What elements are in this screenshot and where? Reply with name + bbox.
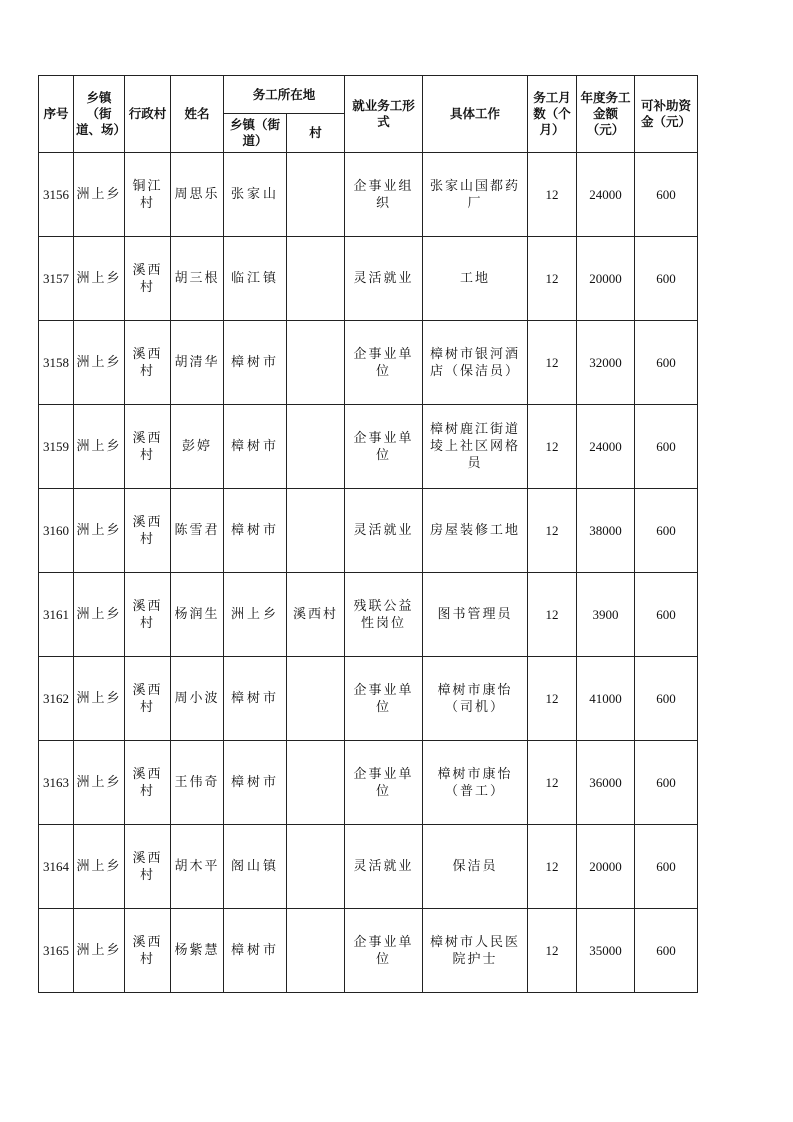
cell-employment-form: 灵活就业 — [345, 237, 423, 321]
cell-village: 溪西村 — [125, 825, 171, 909]
cell-job: 樟树市人民医院护士 — [423, 909, 528, 993]
cell-seq: 3161 — [39, 573, 74, 657]
cell-work-township: 樟树市 — [224, 657, 287, 741]
cell-months: 12 — [528, 741, 577, 825]
cell-subsidy: 600 — [635, 741, 698, 825]
cell-village: 铜江村 — [125, 153, 171, 237]
cell-village: 溪西村 — [125, 237, 171, 321]
header-months: 务工月数（个月） — [528, 76, 577, 153]
cell-township: 洲上乡 — [74, 825, 125, 909]
cell-work-village — [287, 153, 345, 237]
cell-income: 24000 — [577, 405, 635, 489]
cell-job: 樟树市康怡（普工） — [423, 741, 528, 825]
table-row — [39, 153, 698, 237]
cell-work-township: 张家山 — [224, 153, 287, 237]
cell-subsidy: 600 — [635, 321, 698, 405]
cell-income: 3900 — [577, 573, 635, 657]
cell-months: 12 — [528, 321, 577, 405]
table-row — [39, 405, 698, 489]
cell-name: 杨紫慧 — [171, 909, 224, 993]
cell-name: 王伟奇 — [171, 741, 224, 825]
cell-months: 12 — [528, 489, 577, 573]
header-work-location: 务工所在地 — [224, 76, 345, 114]
cell-village: 溪西村 — [125, 405, 171, 489]
cell-employment-form: 灵活就业 — [345, 825, 423, 909]
cell-income: 36000 — [577, 741, 635, 825]
cell-job: 樟树市银河酒店（保洁员） — [423, 321, 528, 405]
cell-subsidy: 600 — [635, 909, 698, 993]
cell-seq: 3165 — [39, 909, 74, 993]
cell-months: 12 — [528, 573, 577, 657]
header-work-village: 村 — [287, 114, 345, 153]
cell-job: 房屋装修工地 — [423, 489, 528, 573]
cell-name: 杨润生 — [171, 573, 224, 657]
cell-township: 洲上乡 — [74, 321, 125, 405]
cell-job: 樟树鹿江街道堎上社区网格员 — [423, 405, 528, 489]
cell-employment-form: 企事业单位 — [345, 321, 423, 405]
cell-income: 41000 — [577, 657, 635, 741]
cell-income: 20000 — [577, 237, 635, 321]
cell-village: 溪西村 — [125, 321, 171, 405]
cell-work-village — [287, 405, 345, 489]
cell-employment-form: 企事业单位 — [345, 657, 423, 741]
cell-job: 图书管理员 — [423, 573, 528, 657]
cell-village: 溪西村 — [125, 741, 171, 825]
cell-employment-form: 企事业单位 — [345, 909, 423, 993]
cell-seq: 3156 — [39, 153, 74, 237]
cell-seq: 3157 — [39, 237, 74, 321]
cell-subsidy: 600 — [635, 153, 698, 237]
cell-name: 胡三根 — [171, 237, 224, 321]
table-row — [39, 321, 698, 405]
cell-seq: 3158 — [39, 321, 74, 405]
table-row — [39, 489, 698, 573]
cell-subsidy: 600 — [635, 825, 698, 909]
cell-work-township: 樟树市 — [224, 321, 287, 405]
cell-subsidy: 600 — [635, 657, 698, 741]
table-header — [39, 76, 698, 153]
cell-job: 张家山国都药厂 — [423, 153, 528, 237]
cell-seq: 3163 — [39, 741, 74, 825]
cell-township: 洲上乡 — [74, 405, 125, 489]
cell-work-village — [287, 741, 345, 825]
cell-income: 38000 — [577, 489, 635, 573]
cell-work-township: 临江镇 — [224, 237, 287, 321]
cell-township: 洲上乡 — [74, 657, 125, 741]
cell-work-township: 樟树市 — [224, 741, 287, 825]
cell-income: 35000 — [577, 909, 635, 993]
cell-village: 溪西村 — [125, 657, 171, 741]
header-subsidy: 可补助资金（元） — [635, 76, 698, 153]
employment-subsidy-table — [38, 75, 698, 993]
cell-name: 彭婷 — [171, 405, 224, 489]
table-body — [39, 153, 698, 993]
cell-income: 20000 — [577, 825, 635, 909]
cell-work-township: 洲上乡 — [224, 573, 287, 657]
cell-months: 12 — [528, 825, 577, 909]
cell-name: 陈雪君 — [171, 489, 224, 573]
table-row — [39, 237, 698, 321]
cell-name: 胡清华 — [171, 321, 224, 405]
table-row — [39, 825, 698, 909]
cell-months: 12 — [528, 237, 577, 321]
cell-months: 12 — [528, 153, 577, 237]
cell-months: 12 — [528, 909, 577, 993]
cell-township: 洲上乡 — [74, 909, 125, 993]
cell-job: 樟树市康怡（司机） — [423, 657, 528, 741]
header-seq: 序号 — [39, 76, 74, 153]
cell-village: 溪西村 — [125, 489, 171, 573]
cell-subsidy: 600 — [635, 237, 698, 321]
cell-income: 32000 — [577, 321, 635, 405]
cell-work-township: 樟树市 — [224, 909, 287, 993]
cell-work-village — [287, 909, 345, 993]
cell-township: 洲上乡 — [74, 237, 125, 321]
cell-work-village — [287, 489, 345, 573]
cell-township: 洲上乡 — [74, 573, 125, 657]
header-work-township: 乡镇（街道） — [224, 114, 287, 153]
cell-employment-form: 企事业组织 — [345, 153, 423, 237]
header-township: 乡镇（街道、场） — [74, 76, 125, 153]
cell-subsidy: 600 — [635, 405, 698, 489]
cell-seq: 3162 — [39, 657, 74, 741]
cell-months: 12 — [528, 657, 577, 741]
header-job: 具体工作 — [423, 76, 528, 153]
cell-work-village — [287, 825, 345, 909]
cell-employment-form: 残联公益性岗位 — [345, 573, 423, 657]
table-row — [39, 741, 698, 825]
cell-subsidy: 600 — [635, 489, 698, 573]
cell-seq: 3159 — [39, 405, 74, 489]
cell-work-village — [287, 237, 345, 321]
cell-employment-form: 企事业单位 — [345, 741, 423, 825]
cell-township: 洲上乡 — [74, 153, 125, 237]
table-row — [39, 657, 698, 741]
header-name: 姓名 — [171, 76, 224, 153]
cell-work-village: 溪西村 — [287, 573, 345, 657]
cell-work-village — [287, 321, 345, 405]
cell-name: 胡木平 — [171, 825, 224, 909]
cell-work-township: 樟树市 — [224, 489, 287, 573]
cell-income: 24000 — [577, 153, 635, 237]
cell-months: 12 — [528, 405, 577, 489]
table-row — [39, 909, 698, 993]
cell-work-township: 阁山镇 — [224, 825, 287, 909]
cell-employment-form: 企事业单位 — [345, 405, 423, 489]
cell-job: 保洁员 — [423, 825, 528, 909]
table-row — [39, 573, 698, 657]
cell-work-village — [287, 657, 345, 741]
cell-employment-form: 灵活就业 — [345, 489, 423, 573]
cell-name: 周小波 — [171, 657, 224, 741]
cell-seq: 3164 — [39, 825, 74, 909]
cell-seq: 3160 — [39, 489, 74, 573]
cell-township: 洲上乡 — [74, 741, 125, 825]
header-employment-form: 就业务工形式 — [345, 76, 423, 153]
cell-subsidy: 600 — [635, 573, 698, 657]
cell-village: 溪西村 — [125, 909, 171, 993]
cell-township: 洲上乡 — [74, 489, 125, 573]
cell-name: 周思乐 — [171, 153, 224, 237]
cell-job: 工地 — [423, 237, 528, 321]
header-admin-village: 行政村 — [125, 76, 171, 153]
cell-village: 溪西村 — [125, 573, 171, 657]
cell-work-township: 樟树市 — [224, 405, 287, 489]
header-annual-income: 年度务工金额（元） — [577, 76, 635, 153]
